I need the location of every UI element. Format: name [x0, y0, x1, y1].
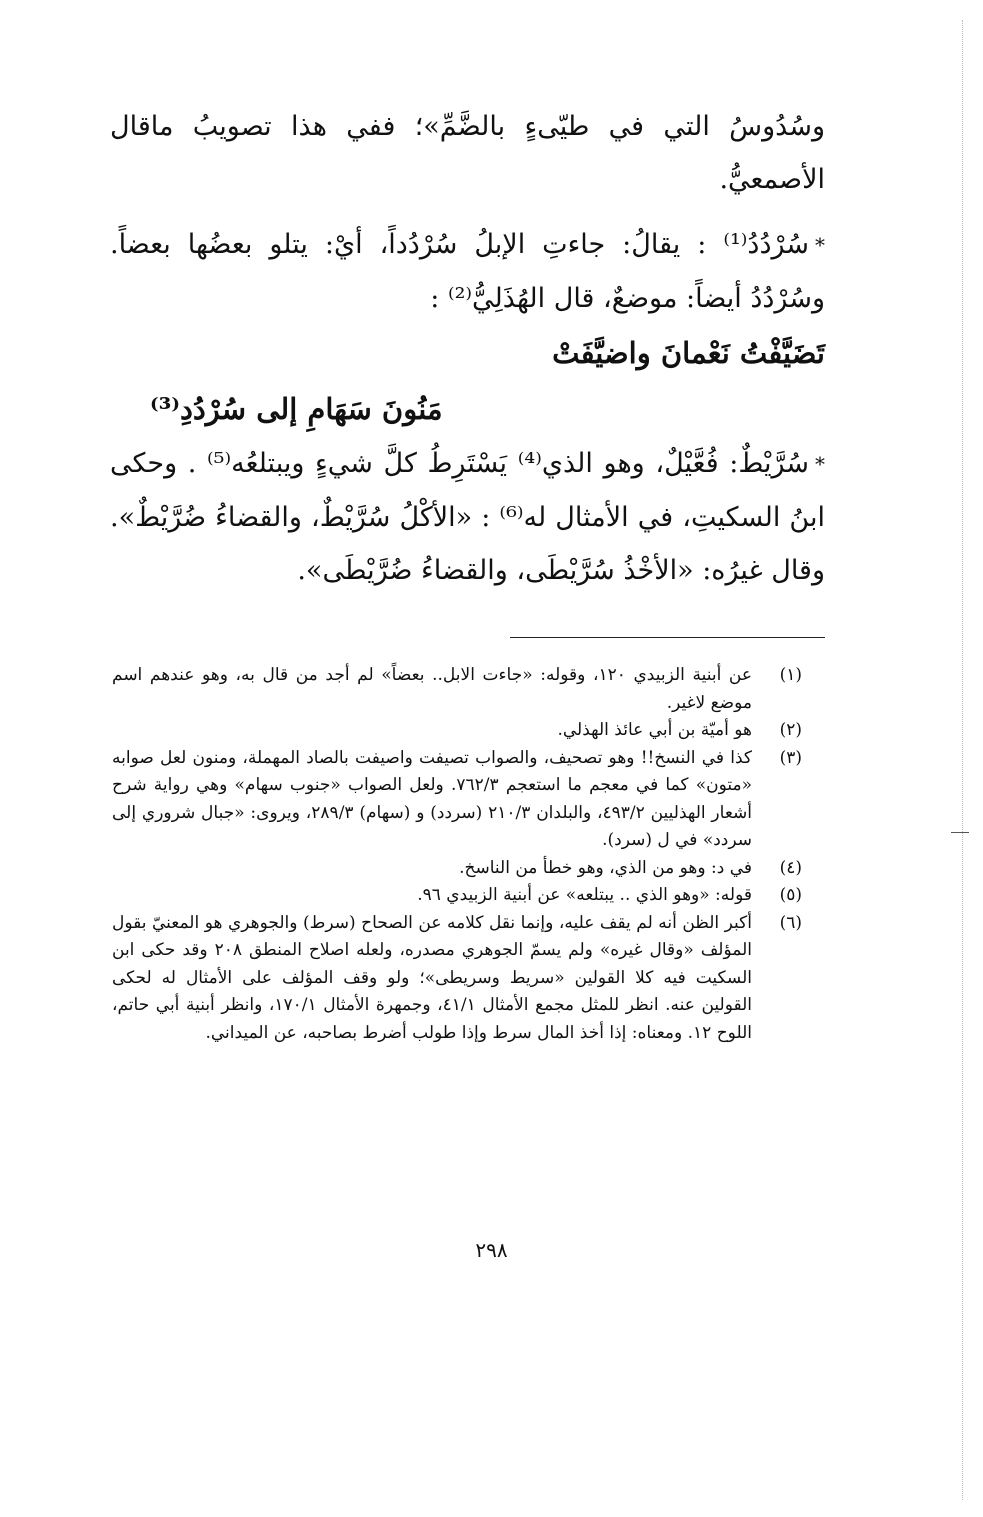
footnote-text: أكبر الظن أنه لم يقف عليه، وإنما نقل كلامه عن الصحاح (سرط) والجوهري هو المعنيّ بقول المؤلف «وقال غيره» ولم يسمّ الجوهري مصدره، ولعله اصلاح المنطق ٢٠٨ وقد حكى ابن السكيت فيه كلا القولين «سريط وسريطى»؛ ولو وقف المؤلف على الأمثال له لحكى القولين عنه. انظر للمثل مجمع الأمثال ٤١/١، وجمهرة الأمثال ١٧٠/١، وانظر أبنية أبي حاتم، اللوح ١٢. ومعناه: إذا أخذ المال سرط وإذا طولب أضرط بصاحبه، عن الميداني. — [112, 912, 753, 1043]
footnote — [112, 717, 802, 745]
entry-asterisk: * — [815, 233, 825, 257]
verse-line-1: تَضَيَّفْتُ نَعْمانَ واضيَّفَتْ — [552, 336, 825, 370]
footnote-number: (٦) — [779, 912, 802, 933]
page-edge-line — [962, 20, 963, 1500]
footnote-number: (١) — [779, 665, 802, 685]
verse-line-2: مَنُونَ سَهَامِ إلى سُرْدُدِ⁽³⁾ — [150, 392, 443, 426]
footnote-text: في د: وهو من الذي، وهو خطأ من الناسخ. — [459, 857, 752, 878]
footnote-text: قوله: «وهو الذي .. يبتلعه» عن أبنية الزبيدي ٩٦. — [417, 885, 752, 905]
main-text — [110, 100, 825, 597]
footnotes — [112, 662, 802, 1047]
entry-surrayt-text: سُرَّيْطٌ: فُعَّيْلٌ، وهو الذي⁽⁴⁾ يَسْتَرِطُ كلَّ شيءٍ ويبتلعُه⁽⁵⁾ . وحكى ابنُ السكيتِ، في الأمثال له⁽⁶⁾ : «الأكْلُ سُرَّيْطٌ، والقضاءُ ضُرَّيْطٌ». وقال غيرُه: «الأخْذُ سُرَّيْطَى، والقضاءُ ضُرَّيْطَى». — [110, 448, 825, 586]
footnote-divider — [510, 637, 825, 638]
footnote — [112, 662, 802, 717]
footnote-number: (٥) — [779, 885, 802, 905]
entry-surrayt — [110, 437, 825, 597]
footnote-number: (٣) — [779, 747, 802, 768]
footnote-text: عن أبنية الزبيدي ١٢٠، وقوله: «جاءت الابل.. بعضاً» لم أجد من قال به، وهو عندهم اسم موضع لاغير. — [112, 665, 752, 713]
margin-tick — [951, 832, 969, 833]
footnote — [112, 855, 802, 883]
footnote — [112, 910, 802, 1048]
footnote-text: كذا في النسخ!! وهو تصحيف، والصواب تصيفت واصيفت بالصاد المهملة، ومنون لعل صوابه «متون» كما في معجم ما استعجم ٧٦٢/٣. ولعل الصواب «جنوب سهام» وهي رواية شرح أشعار الهذليين ٤٩٣/٢، والبلدان ٢١٠/٣ (سردد) و (سهام) ٢٨٩/٣، ويروى: «جبال شروري إلى سردد» في ل (سرد). — [112, 747, 753, 850]
footnote — [112, 745, 802, 855]
entry-asterisk: * — [815, 452, 826, 476]
footnote-number: (٤) — [779, 857, 802, 878]
page-number: ٢٩٨ — [475, 1238, 508, 1262]
footnote — [112, 882, 802, 910]
footnote-number: (٢) — [779, 720, 802, 740]
footnote-text: هو أميّة بن أبي عائذ الهذلي. — [557, 720, 752, 740]
paragraph-continuation: وسُدُوسُ التي في طيّىءٍ بالضَّمِّ»؛ ففي هذا تصويبُ ماقال الأصمعيُّ. — [110, 111, 825, 195]
entry-surdud-text: سُرْدُدُ⁽¹⁾ : يقالُ: جاءتِ الإبلُ سُرْدُداً، أيْ: يتلو بعضُها بعضاً. وسُرْدُدُ أيضاً: موضعٌ، قال الهُذَلِيُّ⁽²⁾ : — [110, 229, 825, 314]
entry-surdud — [110, 218, 825, 325]
